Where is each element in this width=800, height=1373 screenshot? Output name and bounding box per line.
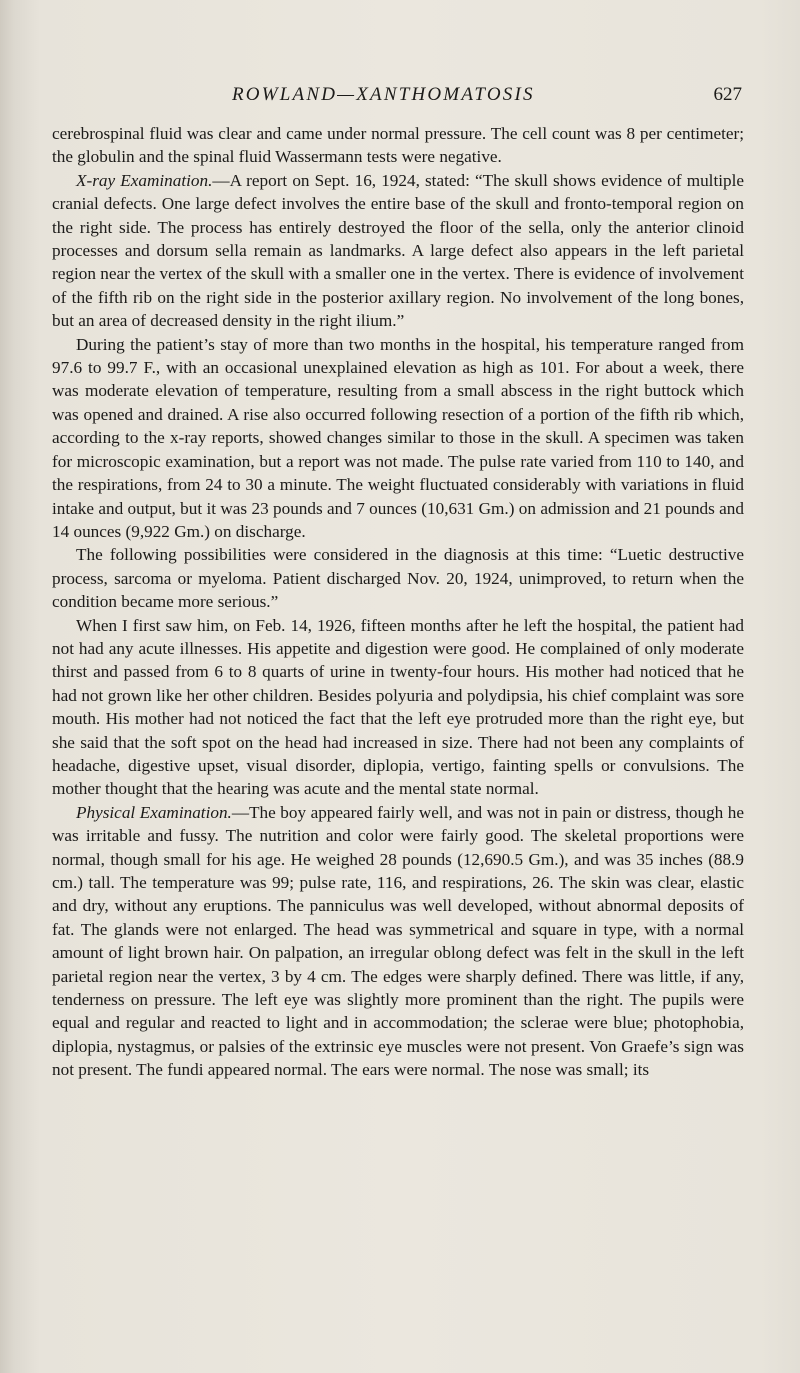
running-title: ROWLAND—XANTHOMATOSIS xyxy=(232,84,535,105)
page-header xyxy=(52,84,744,114)
section-heading-physical: Physical Examination. xyxy=(76,802,232,822)
paragraph-first-visit xyxy=(52,614,744,801)
paragraph-csf xyxy=(52,122,744,169)
paragraph-hospital-stay xyxy=(52,333,744,544)
paragraph-xray-examination xyxy=(52,169,744,333)
paragraph-text: —A report on Sept. 16, 1924, stated: “The skull shows evidence of multiple cranial defects. One large defect involves the entire base of the skull and fronto-temporal region on the right side. The process has entirely destroyed the floor of the sella, only the anterior clinoid processes and dorsum sella remain as landmarks. A large defect also appears in the left parietal region near the vertex of the skull with a smaller one in the vertex. There is evidence of involvement of the fifth rib on the right side in the posterior axillary region. No involvement of the long bones, but an area of decreased density in the right ilium.” xyxy=(52,170,744,331)
paragraph-text: The following possibilities were considered in the diagnosis at this time: “Luetic destructive process, sarcoma or myeloma. Patient discharged Nov. 20, 1924, unimproved, to return when the condition became more serious.” xyxy=(52,545,744,612)
paragraph-diagnosis xyxy=(52,543,744,613)
paragraph-text: During the patient’s stay of more than two months in the hospital, his temperature ranged from 97.6 to 99.7 F., with an occasional unexplained elevation as high as 101. For about a week, there was moderate elevation of temperature, resulting from a small abscess in the right buttock which was opened and drained. A rise also occurred following resection of a portion of the fifth rib which, according to the x-ray reports, showed changes similar to those in the skull. A specimen was taken for microscopic examination, but a report was not made. The pulse rate varied from 110 to 140, and the respirations, from 24 to 30 a minute. The weight fluctuated considerably with variations in fluid intake and output, but it was 23 pounds and 7 ounces (10,631 Gm.) on admission and 21 pounds and 14 ounces (9,922 Gm.) on discharge. xyxy=(52,334,744,541)
body-text xyxy=(52,122,744,1082)
page-number: 627 xyxy=(713,84,742,105)
paragraph-text: —The boy appeared fairly well, and was not in pain or distress, though he was irritable and fussy. The nutrition and color were fairly good. The skeletal proportions were normal, though small for his age. He weighed 28 pounds (12,690.5 Gm.), and was 35 inches (88.9 cm.) tall. The temperature was 99; pulse rate, 116, and respirations, 26. The skin was clear, elastic and dry, without any eruptions. The panniculus was well developed, without abnormal deposits of fat. The glands were not enlarged. The head was symmetrical and square in type, with a normal amount of light brown hair. On palpation, an irregular oblong defect was felt in the skull in the left parietal region near the vertex, 3 by 4 cm. The edges were sharply defined. There was little, if any, tenderness on pressure. The left eye was slightly more prominent than the right. The pupils were equal and regular and reacted to light and in accommodation; the sclerae were blue; photophobia, diplopia, nystagmus, or palsies of the extrinsic eye muscles were not present. Von Graefe’s sign was not present. The fundi appeared normal. The ears were normal. The nose was small; its xyxy=(52,802,744,1080)
paragraph-physical-examination xyxy=(52,801,744,1082)
paragraph-text: cerebrospinal fluid was clear and came under normal pressure. The cell count was 8 per centimeter; the globulin and the spinal fluid Wassermann tests were negative. xyxy=(52,124,744,167)
section-heading-xray: X-ray Examination. xyxy=(76,170,213,190)
paragraph-text: When I first saw him, on Feb. 14, 1926, fifteen months after he left the hospital, the patient had not had any acute illnesses. His appetite and digestion were good. He complained of only moderate thirst and passed from 6 to 8 quarts of urine in twenty-four hours. His mother had noticed that he had not grown like her other children. Besides polyuria and polydipsia, his chief complaint was sore mouth. His mother had not noticed the fact that the left eye protruded more than the right eye, but she said that the soft spot on the head had increased in size. There had not been any complaints of headache, digestive upset, visual disorder, diplopia, vertigo, fainting spells or convulsions. The mother thought that the hearing was acute and the mental state normal. xyxy=(52,615,744,799)
